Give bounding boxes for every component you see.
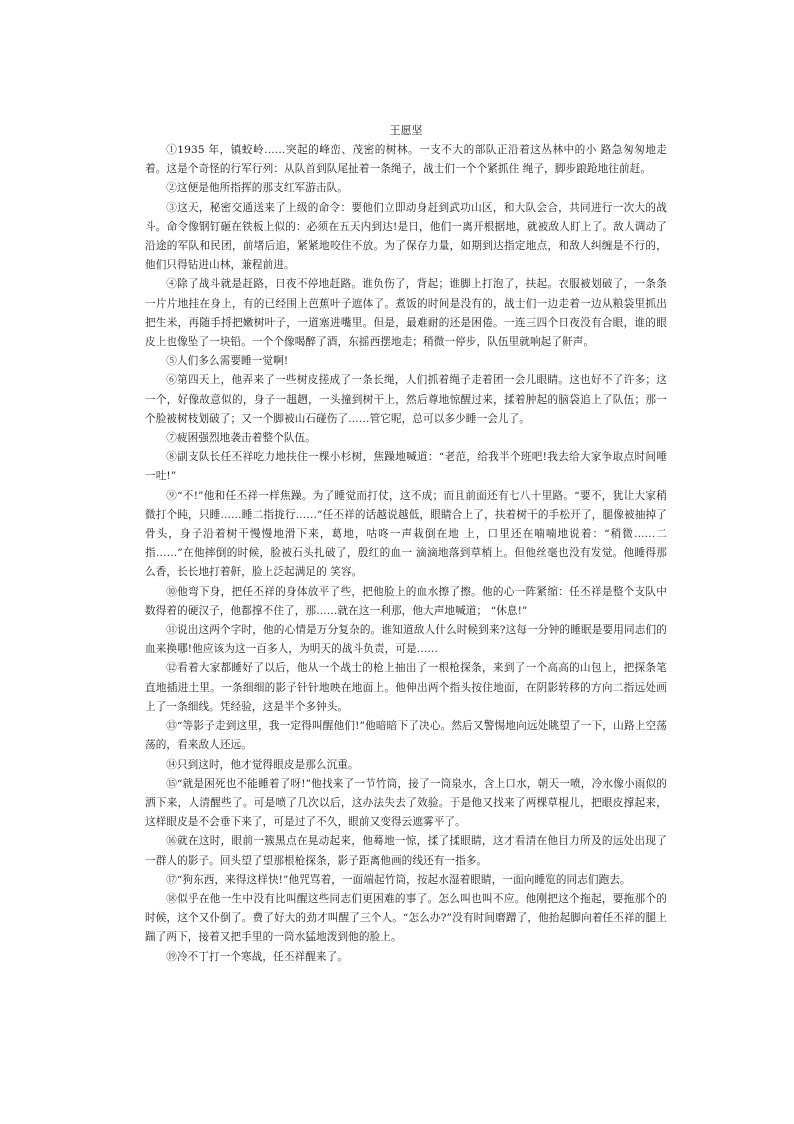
author-heading: 王愿坚 bbox=[389, 124, 423, 137]
paragraph: ⑮“就是困死也不能睡着了呀!”他找来了一节竹筒，接了一筒泉水，含上口水，朝天一喷，冷水像小雨似的洒下来，人清醒些了。可是喷了几次以后，这办法失去了效验。于是他又找来了两棵草棍儿，把眼皮撑起来，这样眼皮是不会垂下来了，可是过了不久，眼前又变得云遮雾平了。 bbox=[145, 777, 667, 829]
paragraph: ⑤人们多么需要睡一觉啊! bbox=[166, 355, 289, 368]
paragraph: ③这天，秘密交通送来了上级的命令：要他们立即动身赶到武功山区，和大队会合，共同进行一次大的战斗。命令像钢钉砸在铁板上似的：必须在五天内到达!是日，他们一离开根据地，就被敌人盯上了。敌人调动了沿途的军队和民团，前堵后追，紧紧地咬住不放。为了保存力量，如期到达指定地点，和敌人纠缠是不行的，他们只得钻进山林，兼程前进。 bbox=[145, 201, 667, 272]
paragraph: ⑧副支队长任丕祥吃力地扶住一棵小杉树，焦躁地喊道：“老范，给我半个班吧!我去给大家争取点时间唾一吐!” bbox=[145, 451, 667, 483]
paragraph: ⑭只到这时，他才觉得眼皮是那么沉重。 bbox=[166, 758, 359, 771]
paragraph: ⑫看着大家都睡好了以后，他从一个战士的枪上抽出了一根枪探条，来到了一个高高的山包上，把探条笔直地插进土里。一条细细的影子针针地映在地面上。他伸出两个指头按住地面，在阴影转移的方向二指远处画上了一条细线。凭经验，这是半个多钟头。 bbox=[145, 662, 667, 713]
paragraph: ①1935 年，镇蛟岭……突起的峰峦、茂密的树林。一支不大的部队正沿着这丛林中的小 路急匆匆地走着。这是个奇怪的行军行列：从队首到队尾扯着一条绳子，战士们一个个紧抓住 绳子，脚步踉跄地往前赶。 bbox=[145, 144, 667, 176]
paragraph: ⑲冷不丁打一个寒战，任丕祥醒来了。 bbox=[166, 950, 348, 963]
paragraph: ⑦疲困强烈地袭击着整个队伍。 bbox=[166, 432, 316, 445]
paragraph: ②这便是他所指挥的那支红军游击队。 bbox=[166, 182, 348, 195]
paragraph: ⑬“等影子走到这里，我一定得叫醒他们!”他暗暗下了决心。然后又警惕地向远处眺望了一下，山路上空荡荡的，看来敌人还远。 bbox=[145, 720, 667, 752]
paragraph: ④除了战斗就是赶路，日夜不停地赶路。谁负伤了，背起；谁脚上打泡了，扶起。衣服被划破了，一条条一片片地挂在身上，有的已经围上芭蕉叶子遮体了。煮饭的时间是没有的，战士们一边走着一边从粮袋里抓出把生米，再随手捋把嫩树叶子，一道塞进嘴里。但是，最难耐的还是困倦。一连三四个日夜没有合眼，谁的眼皮上也像坠了一块铅。一个个像喝醉了酒，东摇西摆地走；稍微一停步，队伍里就响起了鼾声。 bbox=[145, 278, 667, 349]
paragraph: ⑱似乎在他一生中没有比叫醒这些同志们更困难的事了。怎么叫也叫不应。他刚把这个拖起，要拖那个的时候，这个又仆倒了。费了好大的劲才叫醒了三个人。“怎么办?”没有时间磨蹭了，他抬起脚向着任丕祥的腿上踹了两下，接着又把手里的一筒水猛地泼到他的脸上。 bbox=[145, 892, 667, 944]
paragraph: ⑥第四天上，他弄来了一些树皮搓成了一条长绳，人们抓着绳子走着团一会儿眼睛。这也好不了许多；这一个，好像故意似的，身子一趄趔，一头撞到树干上，然后尊地惊醒过来，揉着肿起的脑袋追上了队伍；那一个脸被树枝划破了；又一个脚被山石碰伤了……管它呢，总可以多少睡一会儿了。 bbox=[145, 374, 667, 425]
paragraph: ⑰“狗东西，来得这样快!”他咒骂着，一面端起竹筒，按起水湿着眼睛，一面向睡览的同志们跑去。 bbox=[166, 873, 631, 886]
paragraph: ⑩他弯下身，把任丕祥的身体放平了些，把他脸上的血水擦了擦。他的心一阵紧缩：任丕祥是整个支队中数得着的硬汉子，他都撑不住了，那……就在这一利那，他大声地喊道； “休息!” bbox=[145, 585, 667, 617]
paragraph: ⑨“不!”他和任丕祥一样焦躁。为了睡觉而打仗，这不成；而且前面还有七八十里路。“要不，犹让大家稍微打个盹，只睡……睡二指拢行……”任丕祥的话越说越低，眼睛合上了，扶着树干的手松开了，腿像被抽掉了骨头，身子沿着树干慢慢地滑下来，葛地，咕咚一声栽倒在地 上，口里还在喃喃地说着：“稍微……二指……”在他摔倒的时候，脸被石头扎破了，殷红的血一 滴滴地落到草梢上。但他丝毫也没有发觉。他睡得那么香，长长地打着鼾，脸上泛起满足的 笑容。 bbox=[145, 489, 667, 579]
paragraph: ⑪说出这两个字时，他的心情是万分复杂的。谁知道敌人什么时候到来?这每一分钟的睡眠是要用同志们的血来换哪!他应该为这一百多人，为明天的战斗负责，可是…… bbox=[145, 624, 667, 656]
document-page bbox=[145, 122, 667, 967]
paragraph: ⑯就在这时，眼前一簇黑点在晃动起来，他蓦地一惊，揉了揉眼睛，这才看清在他目力所及的远处出现了一群人的影子。回头望了望那根枪探条，影子距离他画的线还有一指多。 bbox=[145, 835, 667, 867]
article-body bbox=[145, 141, 667, 967]
